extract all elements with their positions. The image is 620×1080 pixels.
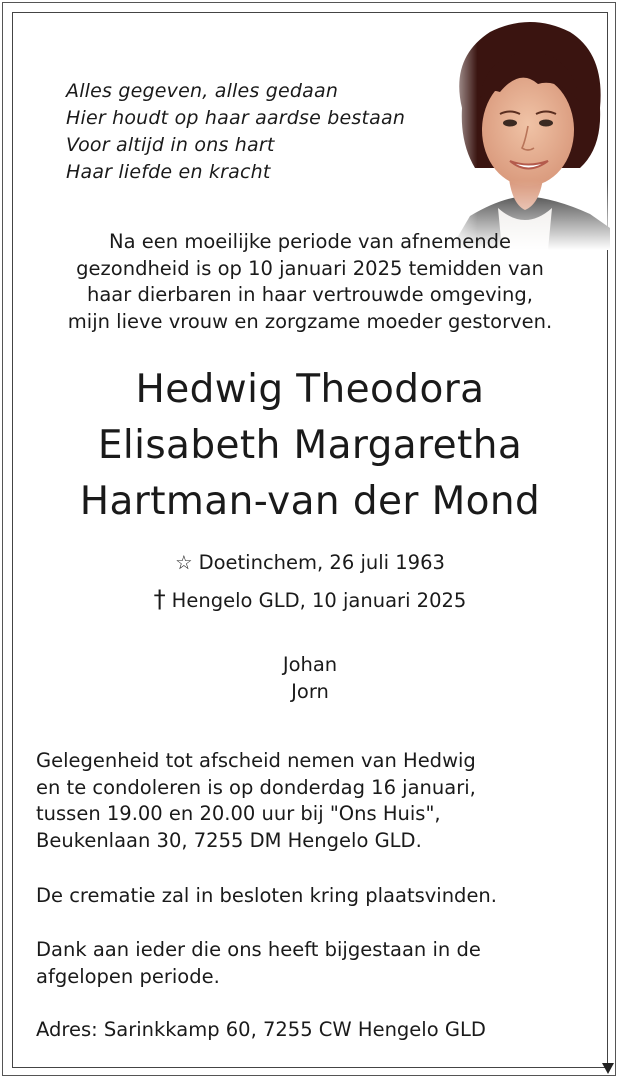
intro-line: mijn lieve vrouw en zorgzame moeder gestorven. <box>67 309 553 333</box>
survivors <box>20 651 600 705</box>
life-dates <box>20 544 600 619</box>
intro-text <box>30 229 590 335</box>
deceased-name <box>20 362 600 530</box>
thanks-line: Dank aan ieder die ons heeft bijgestaan in de <box>36 938 481 961</box>
star-icon: ☆ <box>175 551 193 574</box>
thanks-paragraph <box>36 937 596 990</box>
farewell-line: Gelegenheid tot afscheid nemen van Hedwig <box>36 749 476 772</box>
intro-line: gezondheid is op 10 januari 2025 temidden van <box>76 256 544 280</box>
intro-line: Na een moeilijke periode van afnemende <box>109 230 511 253</box>
farewell-line: tussen 19.00 en 20.00 uur bij "Ons Huis", <box>36 802 441 825</box>
birth-date: Doetinchem, 26 juli 1963 <box>198 551 445 574</box>
poem-line: Hier houdt op haar aardse bestaan <box>66 107 406 129</box>
name-line: Hartman-van der Mond <box>79 479 541 524</box>
name-line: Hedwig Theodora <box>135 367 485 412</box>
poem <box>66 78 405 186</box>
poem-line: Haar liefde en kracht <box>66 161 271 183</box>
poem-line: Alles gegeven, alles gedaan <box>66 80 339 102</box>
farewell-paragraph <box>36 748 596 854</box>
birth-line <box>20 544 600 581</box>
farewell-line: en te condoleren is op donderdag 16 januari, <box>36 775 476 799</box>
poem-line: Voor altijd in ons hart <box>66 134 275 156</box>
death-line <box>20 581 600 619</box>
name-line: Elisabeth Margaretha <box>97 423 523 468</box>
death-date: Hengelo GLD, 10 januari 2025 <box>171 589 467 612</box>
survivor-name: Johan <box>282 653 338 676</box>
address-paragraph <box>36 1017 596 1044</box>
intro-line: haar dierbaren in haar vertrouwde omgeving, <box>87 283 533 306</box>
arrow-down-icon <box>602 1063 614 1074</box>
cremation-paragraph <box>36 883 596 910</box>
address-line: Adres: Sarinkkamp 60, 7255 CW Hengelo GLD <box>36 1018 486 1041</box>
farewell-line: Beukenlaan 30, 7255 DM Hengelo GLD. <box>36 828 422 852</box>
cross-icon: † <box>153 585 166 613</box>
portrait-photo <box>440 18 610 250</box>
survivor-name: Jorn <box>291 680 329 703</box>
cremation-line: De crematie zal in besloten kring plaatsvinden. <box>36 884 497 907</box>
thanks-line: afgelopen periode. <box>36 964 220 988</box>
